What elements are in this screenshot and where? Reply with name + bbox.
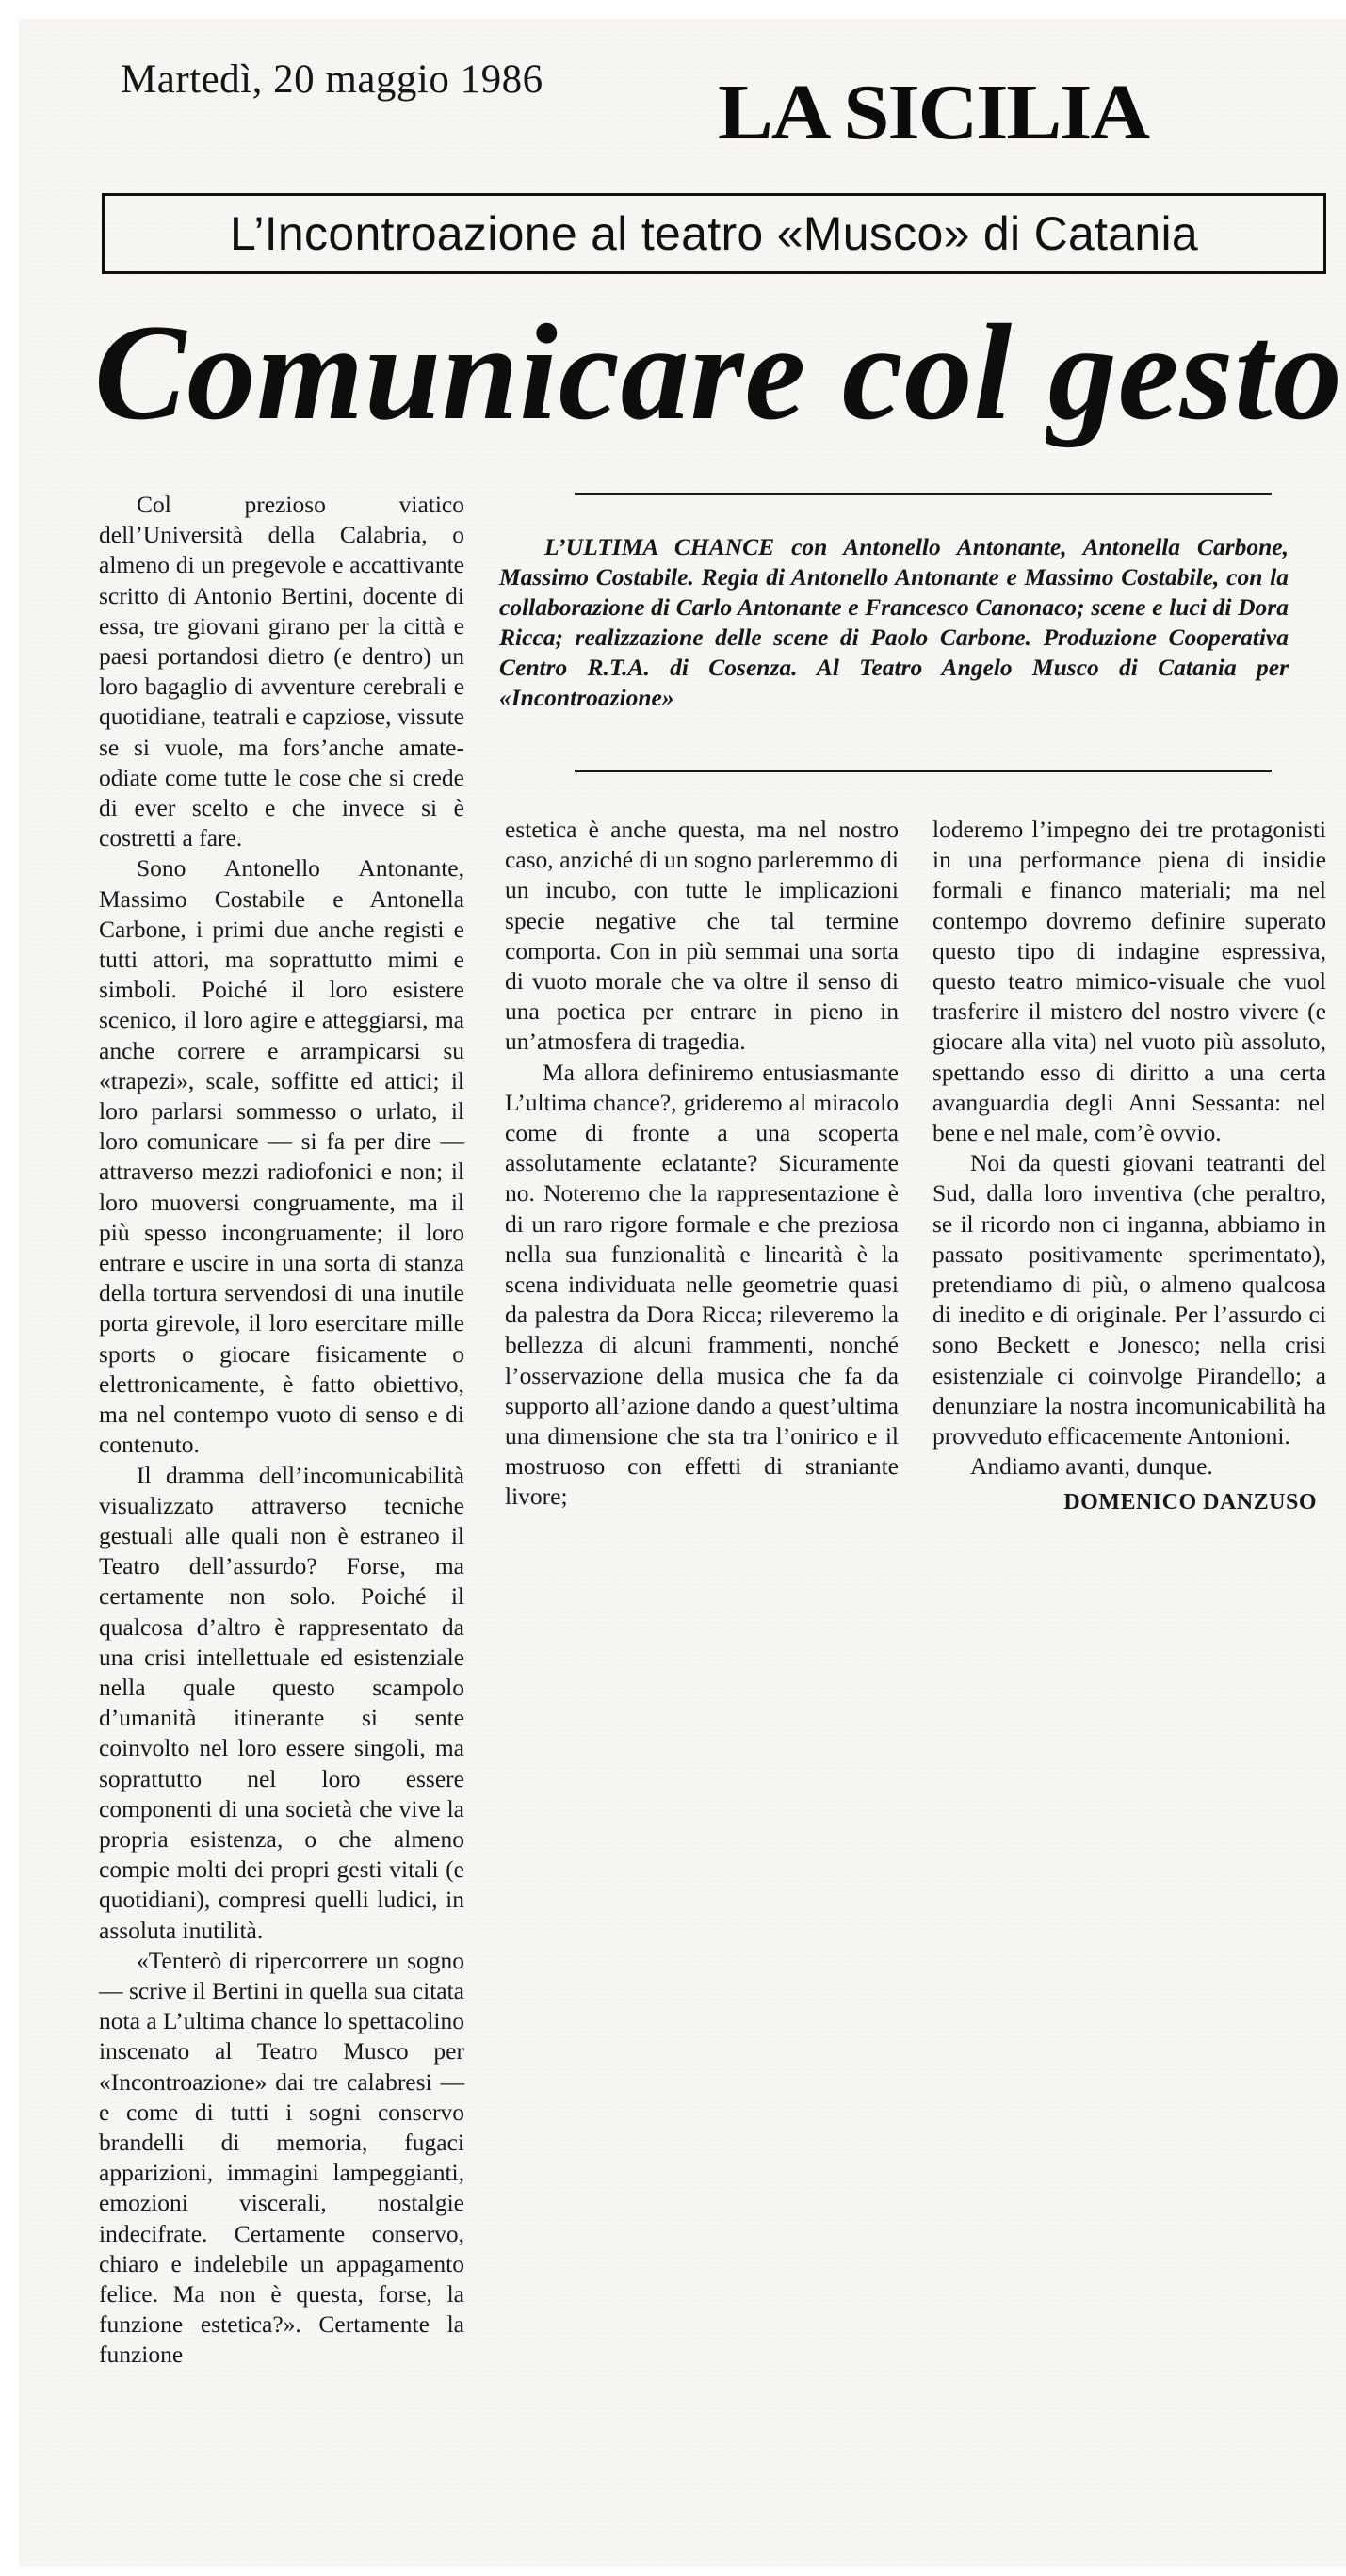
credits-box: L’ULTIMA CHANCE con Antonello Antonante, Antonella Carbone, Massimo Costabile. Regia di Antonello Antonante e Massimo Costabile, con la collaborazione di Carlo Antonante e Francesco Canonaco; scene e luci di Dora Ricca; realizzazione delle scene di Paolo Carbone. Produzione Cooperativa Centro R.T.A. di Cosenza. Al Teatro Angelo Musco di Catania per «Incontroazione» [499,533,1289,711]
newspaper-clipping [19,19,1346,2567]
paragraph: Ma allora definiremo entusiasmante L’ultima chance?, grideremo al miracolo come di fronte a una scoperta assolutamente eclatante? Sicuramente no. Noteremo che la rappresentazione è di un raro rigore formale e che preziosa nella sua funzionalità e linearità è la scena individuata nelle geometrie quasi da palestra da Dora Ricca; rileveremo la bellezza di alcuni frammenti, nonché l’osservazione della musica che fa da supporto all’azione dando a quest’ultima una dimensione che sta tra l’onirico e il mostruoso con effetti di straniante livore; [505,1058,899,1511]
article-column-1 [99,490,464,2371]
article-headline: Comunicare col gesto [94,296,1343,448]
issue-date: Martedì, 20 maggio 1986 [121,57,543,102]
article-column-3 [932,815,1326,1518]
paragraph: loderemo l’impegno dei tre protagonisti in una performance piena di insidie formali e financo materiali; ma nel contempo dovremo definire superato questo tipo di indagine espressiva, questo teatro mimico-visuale che vuol trasferire il mistero del nostro vivere (e giocare alla vita) nel vuoto più assoluto, spettando esso di diritto a una certa avanguardia degli Anni Sessanta: nel bene e nel male, com’è ovvio. [932,816,1326,1147]
credits-top-rule [575,493,1272,495]
kicker-text: L’Incontroazione al teatro «Musco» di Catania [229,207,1199,260]
paragraph: Noi da questi giovani teatranti del Sud, dalla loro inventiva (che peraltro, se il ricordo non ci inganna, abbiamo in passato positivamente sperimentato), pretendiamo di più, o almeno qualcosa di inedito e di originale. Per l’assurdo ci sono Beckett e Jonesco; nella crisi esistenziale ci coinvolge Pirandello; a denunziare la nostra incomunicabilità ha provveduto efficacemente Antonioni. [932,1149,1326,1450]
paragraph: Col prezioso viatico dell’Università della Calabria, o almeno di un pregevole e accattivante scritto di Antonio Bertini, docente di essa, tre giovani girano per la città e paesi portandosi dietro (e dentro) un loro bagaglio di avventure cerebrali e quotidiane, teatrali e capziose, vissute se si vuole, ma fors’anche amate-odiate come tutte le cose che si crede di ever scelto e che invece si è costretti a fare. [99,491,464,852]
paragraph: estetica è anche questa, ma nel nostro caso, anziché di un sogno parleremmo di un incubo, con tutte le implicazioni specie negative che tal termine comporta. Con in più semmai una sorta di vuoto morale che va oltre il senso di una poetica per entrare in pieno in un’atmosfera di tragedia. [505,816,899,1056]
paragraph: «Tenterò di ripercorrere un sogno — scrive il Bertini in quella sua citata nota a L’ultima chance lo spettacolino inscenato al Teatro Musco per «Incontroazione» dai tre calabresi — e come di tutti i sogni conservo brandelli di memoria, fugaci apparizioni, immagini lampeggianti, emozioni viscerali, nostalgie indecifrate. Certamente conservo, chiaro e indelebile un appagamento felice. Ma non è questa, forse, la funzione estetica?». Certamente la funzione [99,1946,464,2369]
credits-bottom-rule [575,770,1272,772]
paragraph: Il dramma dell’incomunicabilità visualizzato attraverso tecniche gestuali alle quali non è estraneo il Teatro dell’assurdo? Forse, ma certamente non solo. Poiché il qualcosa d’altro è rappresentato da una crisi intellettuale ed esistenziale nella quale questo scampolo d’umanità itinerante si sente coinvolto nel loro essere singoli, ma soprattutto nel loro essere componenti di una società che vive la propria esistenza, o che almeno compie molti dei propri gesti vitali (e quotidiani), compresi quelli ludici, in assoluta inutilità. [99,1461,464,1944]
newspaper-masthead: LA SICILIA [718,69,1148,156]
paragraph: Sono Antonello Antonante, Massimo Costabile e Antonella Carbone, i primi due anche registi e tutti attori, ma soprattutto mimi e simboli. Poiché il loro esistere scenico, il loro agire e atteggiarsi, ma anche correre e arrampicarsi su «trapezi», scale, soffitte ed attici; il loro parlarsi sommesso o urlato, il loro comunicare — si fa per dire — attraverso mezzi radiofonici e non; il loro muoversi congruamente, ma il più spesso incongruamente; il loro entrare e uscire in una sorta di stanza della tortura servendosi di una inutile porta girevole, il loro esercitare mille sports o giocare fisicamente o elettronicamente, è fatto obiettivo, ma nel contempo vuoto di senso e di contenuto. [99,854,464,1459]
article-column-2 [505,815,899,1513]
author-byline: DOMENICO DANZUSO [1063,1490,1317,1515]
paragraph: Andiamo avanti, dunque. [970,1452,1213,1481]
kicker-box [102,193,1326,274]
